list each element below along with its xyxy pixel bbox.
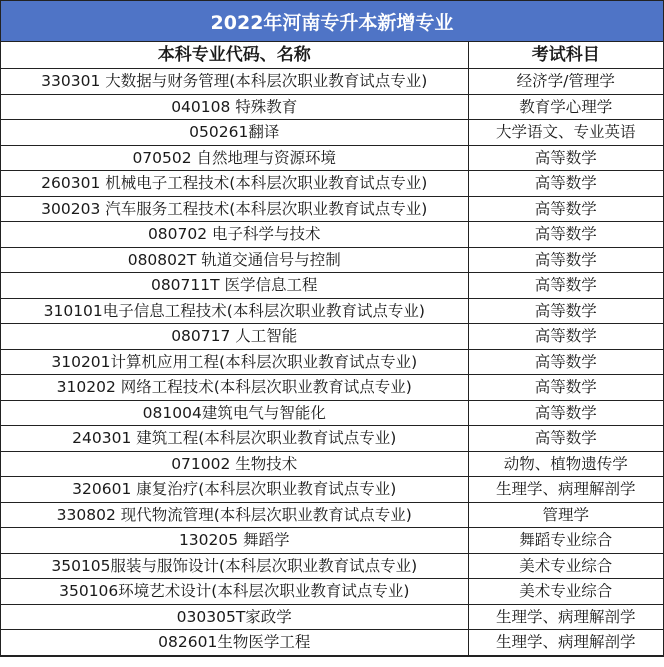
subject-cell: 高等数学	[468, 222, 663, 248]
subject-cell: 教育学心理学	[468, 94, 663, 120]
major-cell: 240301 建筑工程(本科层次职业教育试点专业)	[1, 426, 468, 452]
header-row	[1, 42, 663, 69]
table-row	[1, 502, 663, 528]
subject-cell: 美术专业综合	[468, 553, 663, 579]
major-cell: 350105服装与服饰设计(本科层次职业教育试点专业)	[1, 553, 468, 579]
major-cell: 080711T 医学信息工程	[1, 273, 468, 299]
subject-cell: 高等数学	[468, 375, 663, 401]
subject-cell: 高等数学	[468, 426, 663, 452]
major-cell: 080802T 轨道交通信号与控制	[1, 247, 468, 273]
table-row	[1, 222, 663, 248]
major-cell: 300203 汽车服务工程技术(本科层次职业教育试点专业)	[1, 196, 468, 222]
subject-cell: 高等数学	[468, 298, 663, 324]
subject-cell: 管理学	[468, 502, 663, 528]
table-row	[1, 120, 663, 146]
major-cell: 130205 舞蹈学	[1, 528, 468, 554]
major-cell: 310202 网络工程技术(本科层次职业教育试点专业)	[1, 375, 468, 401]
table-row	[1, 324, 663, 350]
major-cell: 081004建筑电气与智能化	[1, 400, 468, 426]
header-subject: 考试科目	[468, 42, 663, 69]
major-cell: 310101电子信息工程技术(本科层次职业教育试点专业)	[1, 298, 468, 324]
table-row	[1, 349, 663, 375]
subject-cell: 动物、植物遗传学	[468, 451, 663, 477]
table-row	[1, 273, 663, 299]
major-cell: 320601 康复治疗(本科层次职业教育试点专业)	[1, 477, 468, 503]
subject-cell: 大学语文、专业英语	[468, 120, 663, 146]
table-row	[1, 298, 663, 324]
majors-table	[1, 42, 663, 656]
table-row	[1, 579, 663, 605]
table-row	[1, 477, 663, 503]
major-cell: 082601生物医学工程	[1, 630, 468, 656]
subject-cell: 高等数学	[468, 171, 663, 197]
major-cell: 080717 人工智能	[1, 324, 468, 350]
table-row	[1, 400, 663, 426]
subject-cell: 高等数学	[468, 145, 663, 171]
table-row	[1, 604, 663, 630]
subject-cell: 经济学/管理学	[468, 69, 663, 95]
major-cell: 350106环境艺术设计(本科层次职业教育试点专业)	[1, 579, 468, 605]
major-cell: 330301 大数据与财务管理(本科层次职业教育试点专业)	[1, 69, 468, 95]
major-cell: 260301 机械电子工程技术(本科层次职业教育试点专业)	[1, 171, 468, 197]
subject-cell: 高等数学	[468, 196, 663, 222]
table-row	[1, 171, 663, 197]
subject-cell: 高等数学	[468, 400, 663, 426]
subject-cell: 舞蹈专业综合	[468, 528, 663, 554]
major-cell: 310201计算机应用工程(本科层次职业教育试点专业)	[1, 349, 468, 375]
subject-cell: 高等数学	[468, 247, 663, 273]
table-row	[1, 553, 663, 579]
table-row	[1, 145, 663, 171]
subject-cell: 高等数学	[468, 324, 663, 350]
subject-cell: 高等数学	[468, 273, 663, 299]
major-cell: 080702 电子科学与技术	[1, 222, 468, 248]
table-row	[1, 247, 663, 273]
subject-cell: 美术专业综合	[468, 579, 663, 605]
table-row	[1, 94, 663, 120]
subject-cell: 高等数学	[468, 349, 663, 375]
header-major: 本科专业代码、名称	[1, 42, 468, 69]
table-row	[1, 451, 663, 477]
major-cell: 030305T家政学	[1, 604, 468, 630]
table-row	[1, 69, 663, 95]
subject-cell: 生理学、病理解剖学	[468, 604, 663, 630]
subject-cell: 生理学、病理解剖学	[468, 630, 663, 656]
table-row	[1, 196, 663, 222]
table-row	[1, 528, 663, 554]
major-cell: 050261翻译	[1, 120, 468, 146]
major-cell: 071002 生物技术	[1, 451, 468, 477]
subject-cell: 生理学、病理解剖学	[468, 477, 663, 503]
table-row	[1, 426, 663, 452]
table-row	[1, 375, 663, 401]
major-cell: 040108 特殊教育	[1, 94, 468, 120]
major-cell: 330802 现代物流管理(本科层次职业教育试点专业)	[1, 502, 468, 528]
sheet-title: 2022年河南专升本新增专业	[1, 1, 663, 42]
major-cell: 070502 自然地理与资源环境	[1, 145, 468, 171]
table-row	[1, 630, 663, 656]
